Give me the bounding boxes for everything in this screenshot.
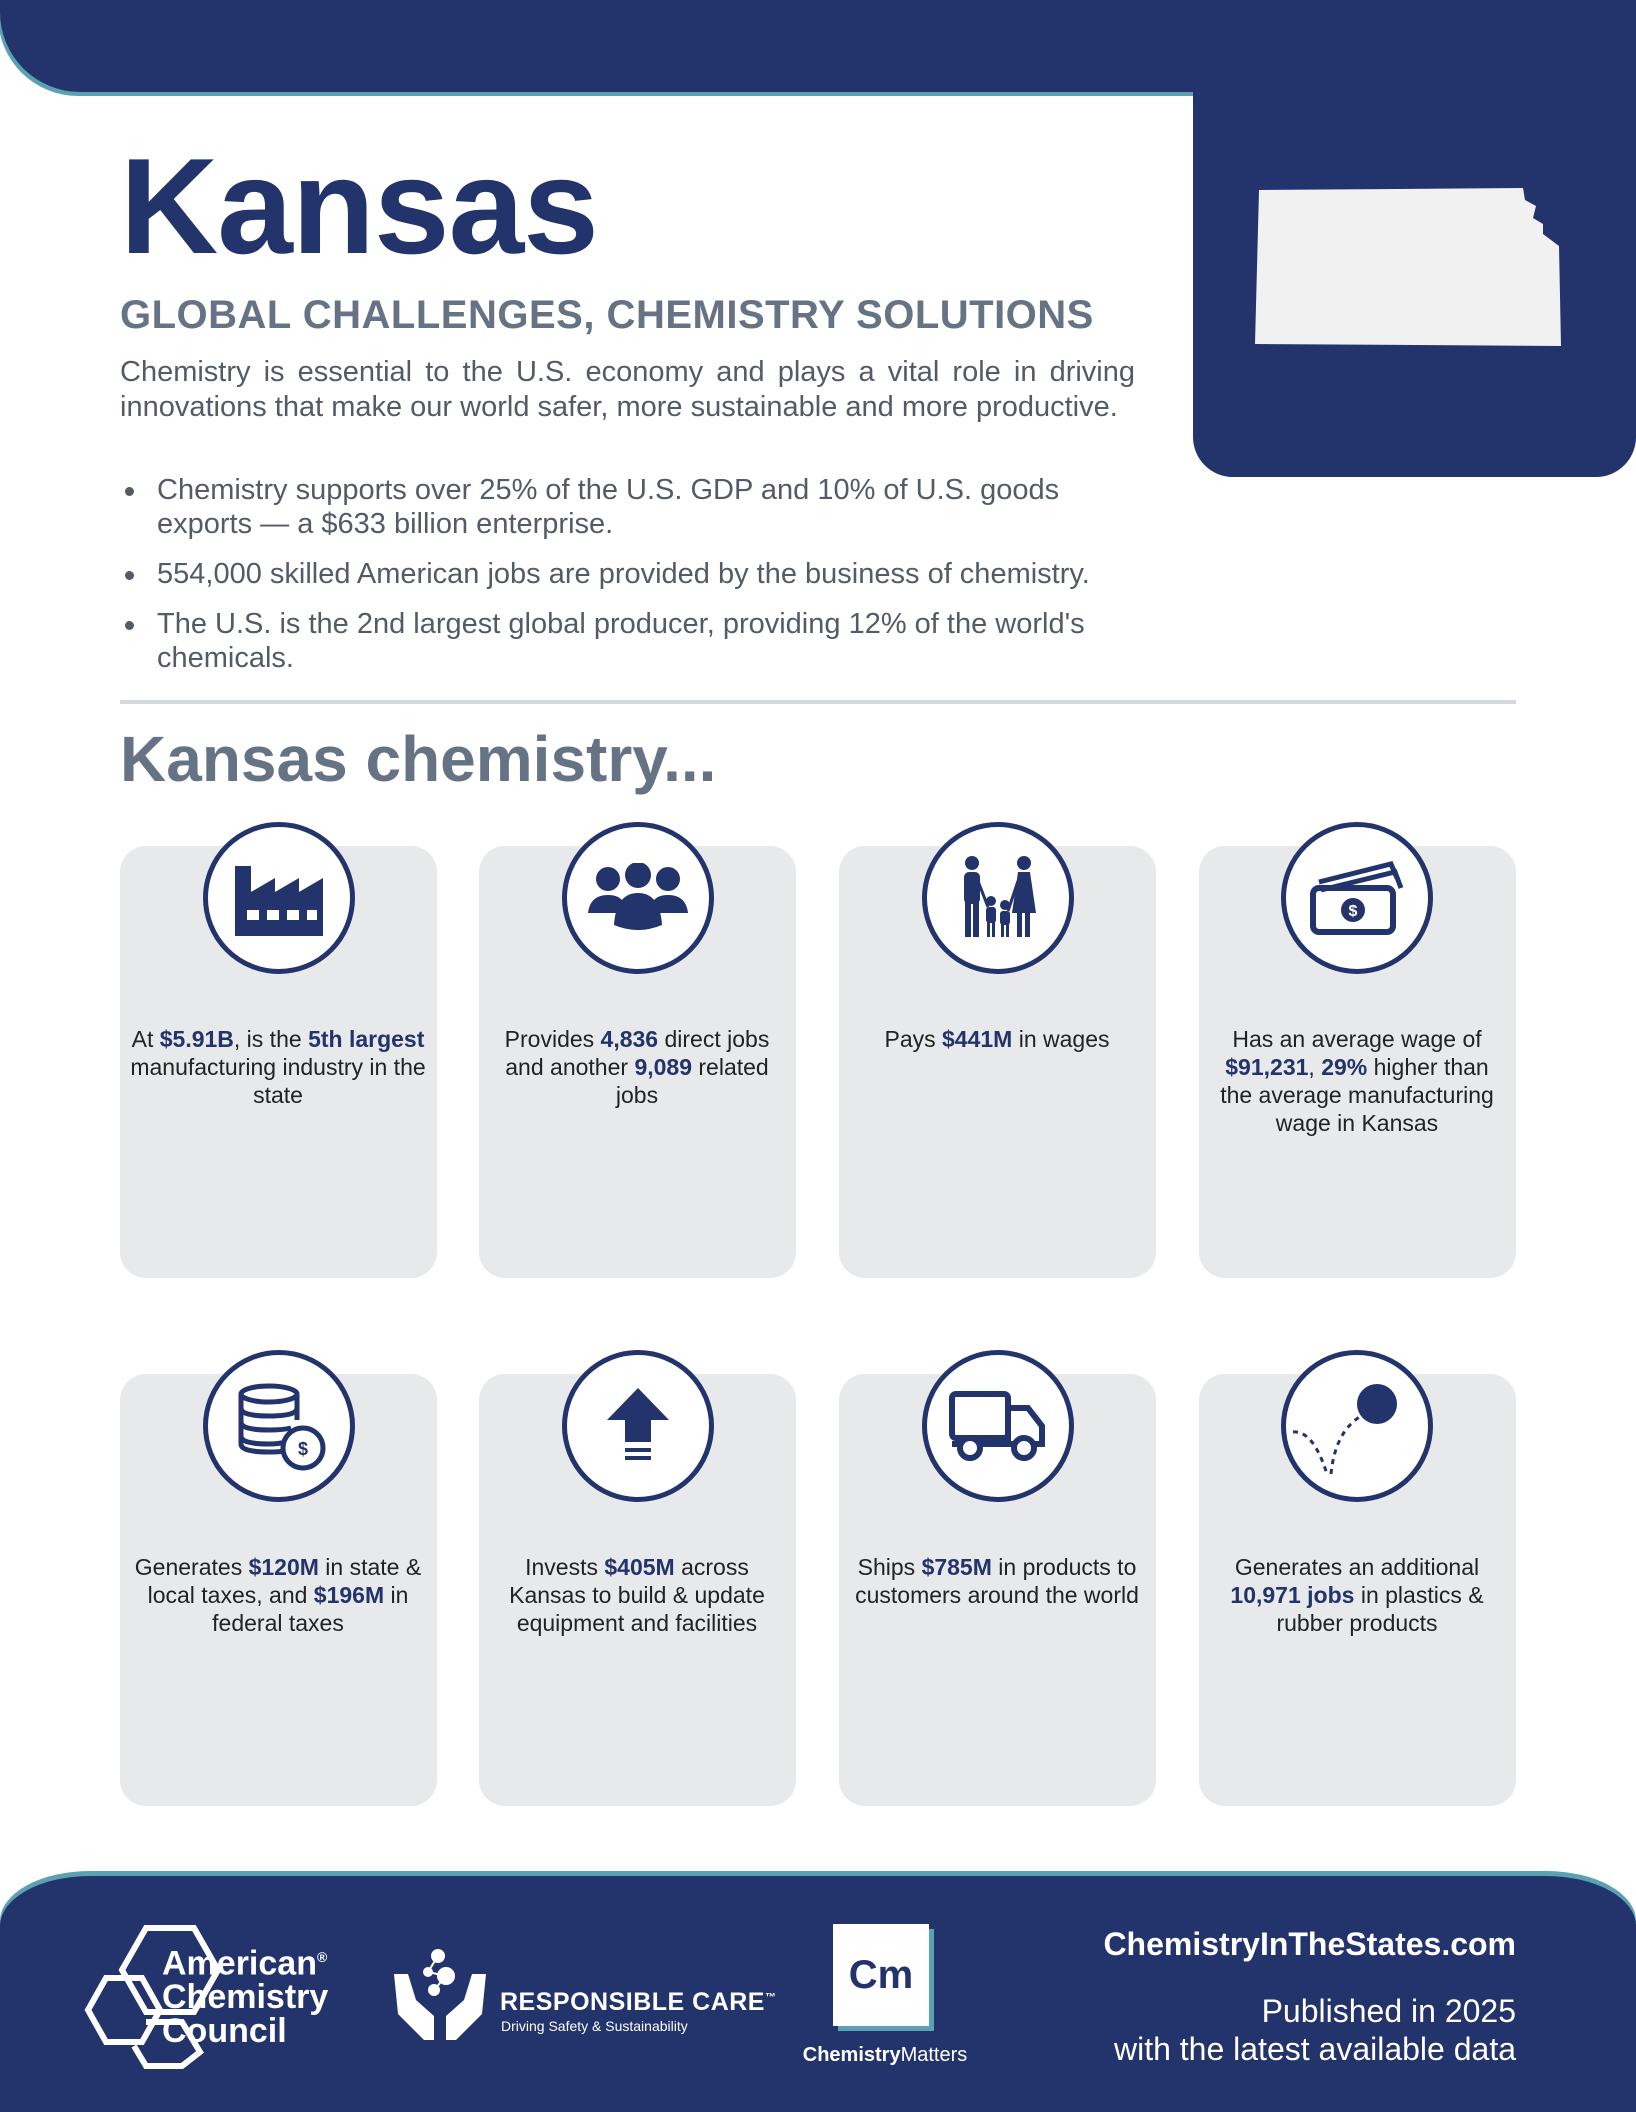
state-title: Kansas <box>120 130 598 282</box>
stat-text <box>1207 1553 1507 1637</box>
stat-highlight: $785M <box>921 1554 992 1580</box>
stat-text <box>487 1553 787 1637</box>
stat-highlight: 5th largest <box>308 1026 425 1052</box>
fact-item: Chemistry supports over 25% of the U.S. GDP and 10% of U.S. goods exports — a $633 billion enterprise. <box>120 473 1150 541</box>
stat-text-part: , <box>1308 1054 1322 1080</box>
stat-text-part: Pays <box>884 1026 943 1052</box>
svg-text:$: $ <box>297 1439 309 1459</box>
stat-text-part: in wages <box>1012 1026 1110 1052</box>
stat-highlight: 10,971 jobs <box>1230 1582 1355 1608</box>
fact-item: The U.S. is the 2nd largest global producer, providing 12% of the world's chemicals. <box>120 607 1150 675</box>
stat-highlight: 9,089 <box>634 1054 692 1080</box>
responsible-care-tagline: Driving Safety & Sustainability <box>501 2018 688 2034</box>
stat-text <box>487 1025 787 1109</box>
acc-line: Chemistry <box>162 1978 329 2017</box>
stat-text-part: Ships <box>857 1554 922 1580</box>
published-line: Published in 2025 <box>1261 1993 1516 2029</box>
stat-text-part: Generates <box>134 1554 249 1580</box>
rc-title-text: RESPONSIBLE CARE <box>500 1988 765 2016</box>
stat-highlight: 4,836 <box>600 1026 659 1052</box>
fact-list <box>120 473 1150 691</box>
stat-text-part: Has an average wage of <box>1232 1026 1482 1052</box>
intro-paragraph: Chemistry is essential to the U.S. economy and plays a vital role in driving innovations that make our world safer, more sustainable and more productive. <box>120 356 1135 423</box>
acc-logo-text <box>162 1940 329 2051</box>
trademark: ™ <box>764 1991 777 2004</box>
stat-highlight: $5.91B <box>159 1026 234 1052</box>
family-icon <box>922 822 1074 974</box>
cm-rest-text: Matters <box>900 2044 968 2066</box>
stat-text-part: in products to customers around the world <box>855 1554 1139 1608</box>
coins-stack-icon <box>203 1350 355 1502</box>
section-title: Kansas chemistry... <box>120 723 717 795</box>
kansas-map-icon <box>1253 186 1573 350</box>
stat-highlight: $405M <box>604 1554 675 1580</box>
stat-text-part: higher than the average manufacturing wage in Kansas <box>1220 1054 1494 1136</box>
stat-text-part: in state & local taxes, and <box>147 1554 422 1608</box>
stat-text <box>847 1025 1147 1053</box>
up-arrow-icon <box>562 1350 714 1502</box>
acc-line: American <box>162 1944 317 1983</box>
chemistry-matters-label <box>780 2044 990 2067</box>
acc-line: Council <box>162 2012 287 2051</box>
stat-highlight: 29% <box>1321 1054 1368 1080</box>
stat-highlight: $196M <box>313 1582 385 1608</box>
svg-text:$: $ <box>1348 903 1358 920</box>
website-link[interactable]: ChemistryInTheStates.com <box>1103 1926 1516 1962</box>
stat-text-part: Generates an additional <box>1234 1554 1480 1580</box>
stat-highlight: $91,231 <box>1225 1054 1309 1080</box>
responsible-care-title <box>500 1988 776 2017</box>
stat-text-part: related jobs <box>615 1054 769 1108</box>
stat-highlight: $120M <box>248 1554 319 1580</box>
published-line: with the latest available data <box>1113 2031 1516 2067</box>
cm-bold-text: Chemistry <box>802 2044 901 2066</box>
bouncing-ball-icon <box>1281 1350 1433 1502</box>
stat-text <box>128 1025 428 1109</box>
stat-text-part: , is the <box>233 1026 309 1052</box>
fact-item: 554,000 skilled American jobs are provided by the business of chemistry. <box>120 557 1150 591</box>
stat-text <box>128 1553 428 1637</box>
stat-text-part: in federal taxes <box>212 1582 409 1636</box>
money-stack-icon <box>1281 822 1433 974</box>
delivery-truck-icon <box>922 1350 1074 1502</box>
stat-text-part: manufacturing industry in the state <box>130 1054 426 1108</box>
stat-text <box>1207 1025 1507 1137</box>
stat-text-part: direct jobs and another <box>505 1026 770 1080</box>
stat-highlight: $441M <box>942 1026 1013 1052</box>
factory-icon <box>203 822 355 974</box>
registered-mark: ® <box>316 1949 328 1965</box>
stat-text-part: across Kansas to build & update equipment and facilities <box>509 1554 765 1636</box>
page-subtitle: GLOBAL CHALLENGES, CHEMISTRY SOLUTIONS <box>120 293 1094 337</box>
stat-text <box>847 1553 1147 1609</box>
chemistry-matters-logo: Cm <box>833 1924 929 2026</box>
published-note <box>1016 1992 1516 2068</box>
stat-text-part: in plastics & rubber products <box>1276 1582 1484 1636</box>
section-divider <box>120 700 1516 704</box>
state-map-panel <box>1193 60 1636 477</box>
stat-text-part: Provides <box>504 1026 601 1052</box>
stat-text-part: At <box>131 1026 160 1052</box>
people-group-icon <box>562 822 714 974</box>
stat-text-part: Invests <box>525 1554 605 1580</box>
responsible-care-hands-icon <box>388 1944 492 2044</box>
